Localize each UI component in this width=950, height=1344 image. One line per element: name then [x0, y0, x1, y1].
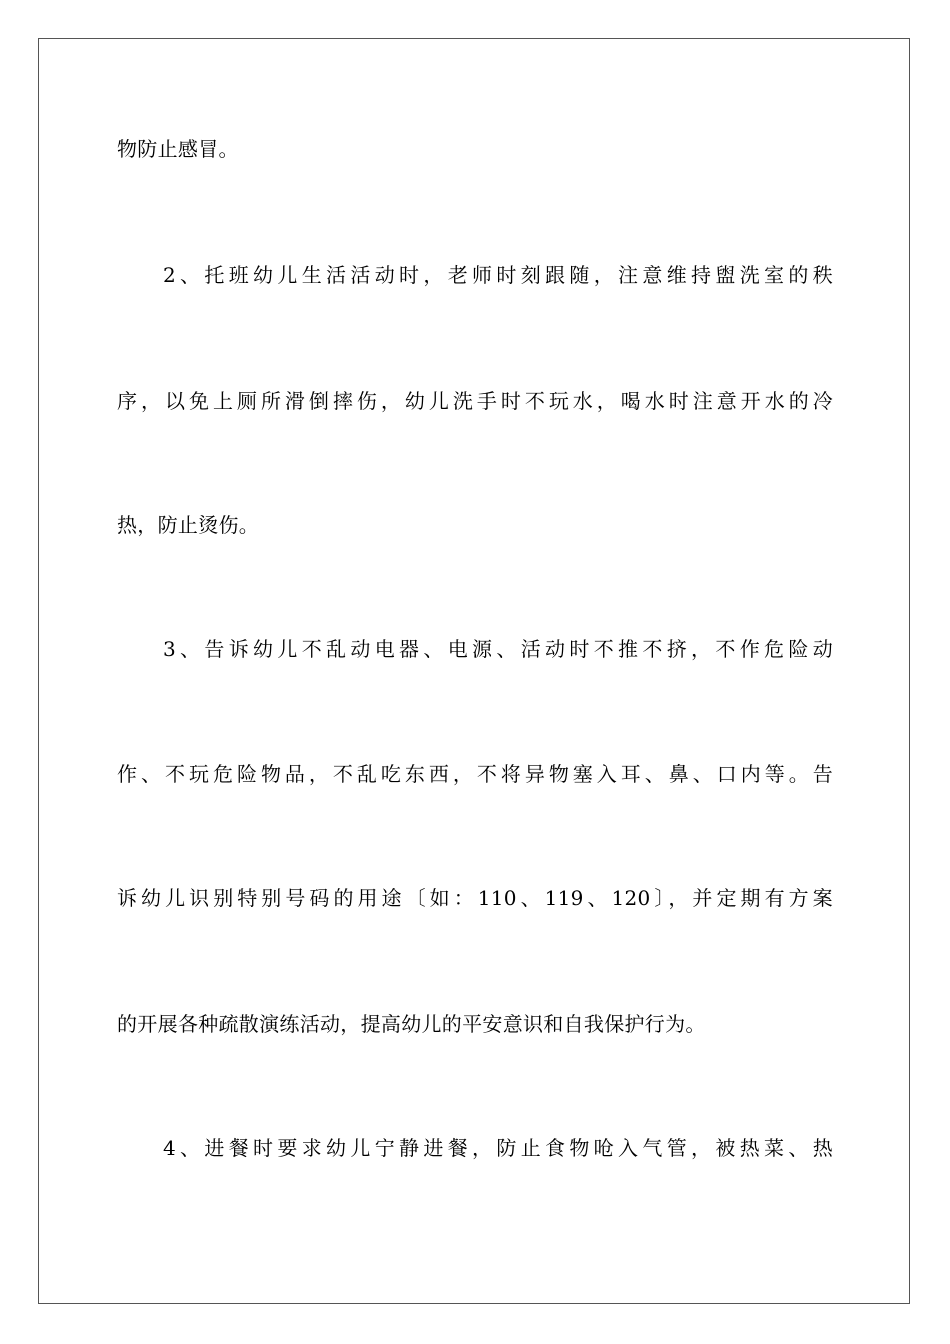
paragraph-2-line-1: 2、托班幼儿生活活动时，老师时刻跟随，注意维持盥洗室的秩 — [163, 263, 833, 287]
paragraph-2-line-3: 热，防止烫伤。 — [117, 513, 260, 537]
paragraph-4-line-1: 4、进餐时要求幼儿宁静进餐，防止食物呛入气管，被热菜、热 — [163, 1136, 833, 1160]
text-line: 物防止感冒。 — [117, 137, 239, 161]
page-frame — [38, 38, 910, 1304]
paragraph-3-line-1: 3、告诉幼儿不乱动电器、电源、活动时不推不挤，不作危险动 — [163, 637, 833, 661]
paragraph-2-line-2: 序，以免上厕所滑倒摔伤，幼儿洗手时不玩水，喝水时注意开水的冷 — [117, 389, 833, 413]
paragraph-3-line-4: 的开展各种疏散演练活动，提高幼儿的平安意识和自我保护行为。 — [117, 1012, 706, 1036]
paragraph-3-line-2: 作、不玩危险物品，不乱吃东西，不将异物塞入耳、鼻、口内等。告 — [117, 762, 833, 786]
paragraph-3-line-3: 诉幼儿识别特别号码的用途〔如：110、119、120〕，并定期有方案 — [117, 886, 833, 910]
